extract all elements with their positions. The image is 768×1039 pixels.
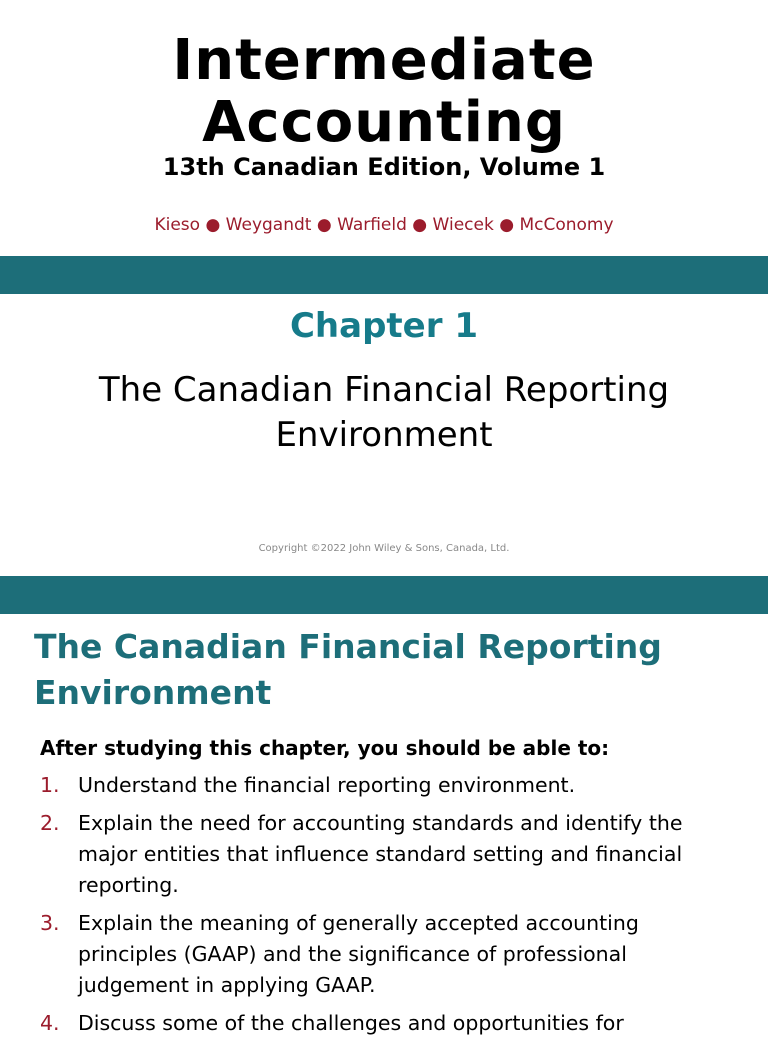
divider-band bbox=[0, 576, 768, 614]
objectives-list bbox=[0, 770, 768, 1039]
objectives-intro: After studying this chapter, you should be able to: bbox=[40, 736, 610, 760]
book-title-line-2: Accounting bbox=[202, 90, 566, 155]
book-title-line-1: Intermediate bbox=[172, 28, 596, 93]
slide-heading-line-1: The Canadian Financial Reporting bbox=[34, 627, 662, 666]
edition-label: 13th Canadian Edition, Volume 1 bbox=[162, 153, 606, 181]
slide-heading-line-2: Environment bbox=[34, 673, 272, 712]
objective-item bbox=[0, 908, 768, 1001]
objective-text: Explain the need for accounting standards and identify the major entities that influence standard setting and financial reporting. bbox=[78, 811, 683, 897]
objective-number: 4. bbox=[40, 1011, 60, 1035]
objective-number: 2. bbox=[40, 811, 60, 835]
copyright-notice: Copyright ©2022 John Wiley & Sons, Canada, Ltd. bbox=[258, 543, 510, 554]
chapter-title-line-1: The Canadian Financial Reporting bbox=[98, 370, 670, 410]
objective-number: 1. bbox=[40, 773, 60, 797]
objectives-slide bbox=[0, 614, 768, 1039]
book-title bbox=[0, 30, 768, 154]
objective-number: 3. bbox=[40, 911, 60, 935]
objective-item bbox=[0, 808, 768, 901]
objective-item bbox=[0, 770, 768, 801]
chapter-label: Chapter 1 bbox=[289, 306, 478, 346]
objective-text: Discuss some of the challenges and opportunities for bbox=[78, 1011, 624, 1035]
slide-heading bbox=[34, 624, 694, 716]
authors-line: Kieso ● Weygandt ● Warfield ● Wiecek ● McConomy bbox=[154, 215, 614, 235]
divider-band bbox=[0, 256, 768, 294]
title-slide bbox=[0, 0, 768, 256]
chapter-slide bbox=[0, 294, 768, 576]
chapter-title-line-2: Environment bbox=[275, 415, 493, 455]
objective-text: Understand the financial reporting environment. bbox=[78, 773, 576, 797]
chapter-title bbox=[0, 368, 768, 458]
objective-text: Explain the meaning of generally accepted accounting principles (GAAP) and the significance of professional judgement in applying GAAP. bbox=[78, 911, 639, 997]
